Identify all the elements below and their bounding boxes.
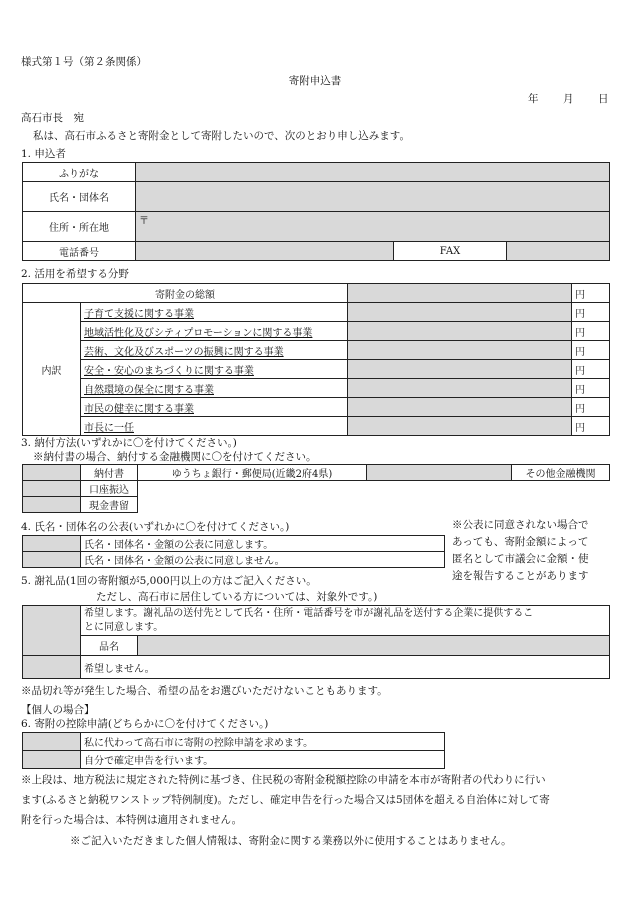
gift-no-want-label: 希望しません。: [81, 656, 610, 679]
disclosure-side-note: 匿名として市議会に金額・使: [452, 553, 589, 565]
furigana-input[interactable]: [136, 163, 610, 182]
usage-amount-input[interactable]: [348, 379, 572, 398]
section-payment-heading: 3. 納付方法(いずれかに〇を付けてください。): [21, 437, 237, 449]
disclosure-side-note: 途を報告することがあります: [452, 570, 589, 582]
section-disclosure-heading: 4. 氏名・団体名の公表(いずれかに〇を付けてください。): [21, 521, 290, 533]
disclosure-agree-label: 氏名・団体名・金額の公表に同意します。: [81, 536, 445, 552]
address-input[interactable]: [136, 212, 610, 242]
date-day: 日: [598, 93, 609, 105]
privacy-note: ※ご記入いただきました個人情報は、寄附金に関する業務以外に使用することはありません。: [70, 835, 512, 847]
payment-cash-label: 現金書留: [81, 497, 138, 513]
payment-table: [22, 464, 610, 481]
gift-want-text-1: 希望します。謝礼品の送付先として氏名・住所・電話番号を市が謝礼品を送付する企業に提供するこ: [84, 608, 534, 619]
deduction-onestop-label: 私に代わって高石市に寄附の控除申請を求めます。: [81, 733, 445, 751]
postal-mark: 〒: [139, 216, 149, 227]
usage-item: 自然環境の保全に関する事業: [81, 379, 348, 398]
disclosure-side-note: ※公表に同意されない場合で: [452, 519, 589, 531]
payment-slip-check[interactable]: [23, 465, 81, 481]
bank-yucho-option[interactable]: ゆうちょ銀行・郵便局(近畿2府4県): [138, 465, 367, 481]
payment-table-2: [22, 480, 138, 513]
applicant-table: [22, 162, 610, 261]
gift-no-want-check[interactable]: [23, 656, 81, 679]
section-applicant-heading: 1. 申込者: [21, 148, 66, 160]
usage-table: [22, 283, 610, 436]
form-title: 寄附申込書: [288, 75, 342, 87]
bank-other-option[interactable]: その他金融機関: [512, 465, 610, 481]
usage-item: 芸術、文化及びスポーツの振興に関する事業: [81, 341, 348, 360]
gift-table: [22, 605, 610, 679]
deduction-note: ※上段は、地方税法に規定された特例に基づき、住民税の寄附金税額控除の申請を本市が寄附者の代わりに行い: [21, 774, 546, 786]
yen-unit: 円: [572, 360, 610, 379]
disclosure-side-note: あっても、寄附金額によって: [452, 536, 589, 548]
date-month: 月: [563, 93, 574, 105]
fax-input[interactable]: [507, 242, 610, 261]
yen-unit: 円: [572, 417, 610, 436]
usage-amount-input[interactable]: [348, 398, 572, 417]
deduction-self-check[interactable]: [23, 751, 81, 769]
usage-item: 市民の健幸に関する事業: [81, 398, 348, 417]
disclosure-disagree-label: 氏名・団体名・金額の公表に同意しません。: [81, 552, 445, 568]
intro-text: 私は、高石市ふるさと寄附金として寄附したいので、次のとおり申し込みます。: [33, 130, 410, 142]
yen-unit: 円: [572, 322, 610, 341]
usage-amount-input[interactable]: [348, 322, 572, 341]
addressee: 高石市長 宛: [21, 112, 84, 124]
total-amount-input[interactable]: [348, 284, 572, 303]
furigana-label: ふりがな: [23, 163, 136, 182]
gift-heading-note: ただし、高石市に居住している方については、対象外です。): [96, 591, 378, 603]
gift-note: ※品切れ等が発生した場合、希望の品をお選びいただけないこともあります。: [21, 685, 388, 697]
phone-label: 電話番号: [23, 242, 136, 261]
usage-item: 市長に一任: [81, 417, 348, 436]
yen-unit: 円: [572, 398, 610, 417]
section-deduction-heading: 6. 寄附の控除申請(どちらかに〇を付けてください。): [21, 718, 269, 730]
disclosure-table: [22, 535, 445, 568]
usage-item: 子育て支援に関する事業: [81, 303, 348, 322]
individual-heading: 【個人の場合】: [21, 704, 95, 716]
payment-slip-label: 納付書: [81, 465, 138, 481]
form-number: 様式第１号（第２条関係）: [21, 56, 147, 68]
yen-unit: 円: [572, 303, 610, 322]
phone-input[interactable]: [136, 242, 394, 261]
name-input[interactable]: [136, 182, 610, 212]
deduction-note: 附を行った場合は、本特例は適用されません。: [21, 814, 243, 826]
section-usage-heading: 2. 活用を希望する分野: [21, 268, 129, 280]
deduction-note: ます(ふるさと納税ワンストップ特例制度)。ただし、確定申告を行った場合又は5団体を超える自治体に対して寄: [21, 794, 550, 806]
disclosure-disagree-check[interactable]: [23, 552, 81, 568]
breakdown-label: 内訳: [23, 303, 81, 436]
payment-transfer-label: 口座振込: [81, 481, 138, 497]
deduction-onestop-check[interactable]: [23, 733, 81, 751]
fax-label: FAX: [394, 242, 507, 261]
gift-want-text-2: とに同意します。: [84, 622, 164, 633]
address-label: 住所・所在地: [23, 212, 136, 242]
total-amount-label: 寄附金の総額: [23, 284, 348, 303]
bank-other-check[interactable]: [367, 465, 512, 481]
gift-want-label: [81, 606, 610, 636]
gift-item-input[interactable]: [138, 636, 610, 656]
section-gift-heading: 5. 謝礼品(1回の寄附額が5,000円以上の方はご記入ください。: [21, 575, 317, 587]
date-year: 年: [528, 93, 539, 105]
payment-transfer-check[interactable]: [23, 481, 81, 497]
gift-item-label: 品名: [81, 636, 138, 656]
deduction-self-label: 自分で確定申告を行います。: [81, 751, 445, 769]
yen-unit: 円: [572, 379, 610, 398]
gift-want-check[interactable]: [23, 606, 81, 656]
usage-item: 安全・安心のまちづくりに関する事業: [81, 360, 348, 379]
payment-note: ※納付書の場合、納付する金融機関に〇を付けてください。: [33, 451, 317, 463]
usage-amount-input[interactable]: [348, 360, 572, 379]
yen-unit: 円: [572, 284, 610, 303]
yen-unit: 円: [572, 341, 610, 360]
name-label: 氏名・団体名: [23, 182, 136, 212]
usage-amount-input[interactable]: [348, 417, 572, 436]
deduction-table: [22, 732, 445, 769]
disclosure-agree-check[interactable]: [23, 536, 81, 552]
usage-amount-input[interactable]: [348, 341, 572, 360]
usage-amount-input[interactable]: [348, 303, 572, 322]
usage-item: 地域活性化及びシティプロモーションに関する事業: [81, 322, 348, 341]
payment-cash-check[interactable]: [23, 497, 81, 513]
